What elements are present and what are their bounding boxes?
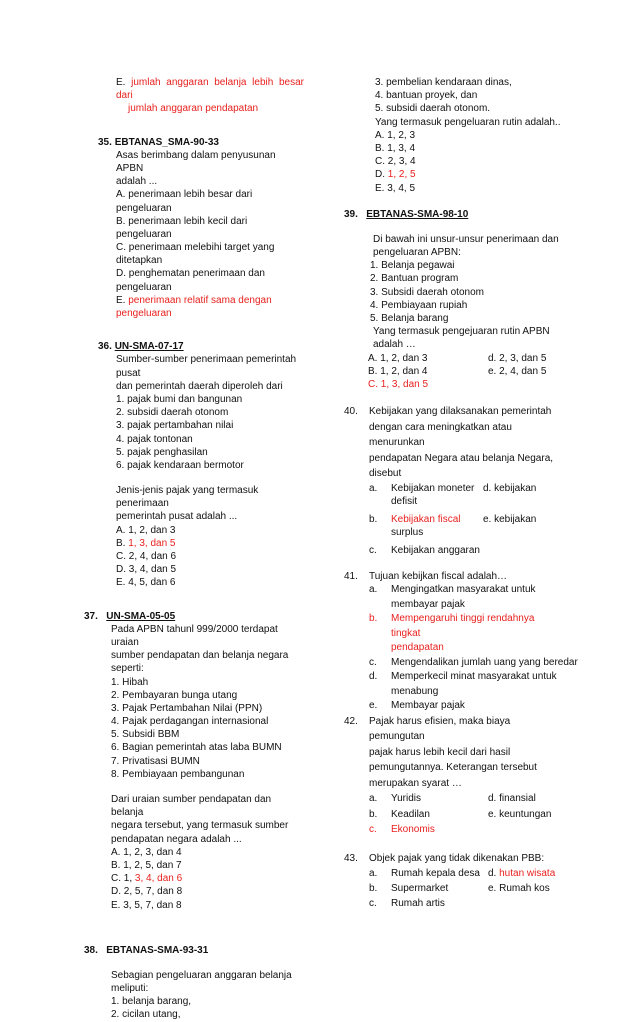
stem-line: merupakan syarat …: [369, 777, 462, 789]
option-letter: D.: [375, 169, 385, 181]
answer-text-cont: jumlah anggaran pendapatan: [128, 103, 259, 115]
sub-question: pendapatan negara adalah ...: [111, 833, 242, 845]
question-38-continued: [344, 76, 564, 195]
stem-line: Sebagian pengeluaran anggaran belanja: [111, 969, 292, 981]
stem-line: sumber pendapatan dan belanja negara: [111, 650, 289, 662]
option-e: E. 3, 5, 7, dan 8: [111, 899, 182, 911]
question-source: EBTANAS_SMA-90-33: [114, 136, 219, 148]
option-d: d. 2, 3, dan 5: [488, 352, 547, 364]
option-d: D. penghematan penerimaan dan pengeluaran: [116, 268, 265, 293]
option-e: e. kebijakan: [483, 513, 537, 525]
option-b: B. 1, 3, 4: [375, 142, 416, 154]
option-d: D. 2, 5, 7, dan 8: [111, 886, 183, 898]
option-letter: E.: [116, 294, 126, 306]
option-letter: c.: [369, 544, 377, 556]
stem-line: pendapatan Negara atau belanja Negara,: [369, 452, 554, 464]
question-number: 35.: [98, 136, 112, 148]
sub-question: pemerintah pusat adalah ...: [116, 511, 238, 523]
answer-text-cont: pengeluaran: [116, 308, 172, 319]
list-item: 1. pajak bumi dan bangunan: [116, 393, 243, 405]
right-column: [344, 76, 578, 911]
list-item: 5. Subsidi BBM: [111, 729, 180, 741]
option-letter: b.: [369, 882, 378, 894]
question-source: EBTANAS-SMA-93-31: [106, 944, 209, 956]
list-item: 3. Subsidi daerah otonom: [370, 286, 484, 298]
stem-line: disebut: [369, 468, 402, 480]
question-number: 41.: [344, 571, 358, 583]
list-item: 1. Hibah: [111, 676, 149, 688]
list-item: 2. subsidi daerah otonom: [116, 407, 229, 419]
question-35: [88, 136, 304, 321]
q34-option-e: [88, 76, 304, 116]
question-number: 42.: [344, 715, 358, 727]
stem-line: Di bawah ini unsur-unsur penerimaan dan: [373, 233, 559, 245]
option-e: Membayar pajak: [391, 700, 465, 712]
option-c-answer: Ekonomis: [391, 824, 435, 836]
answer-text: 1, 3, dan 5: [128, 537, 176, 549]
list-item: 3. pajak pertambahan nilai: [116, 420, 234, 432]
list-item: 2. Bantuan program: [370, 273, 459, 285]
option-d-cont: menabung: [391, 685, 439, 697]
stem-line: Tujuan kebijkan fiscal adalah…: [369, 571, 508, 583]
question-number: 39.: [344, 208, 358, 220]
option-e: e. keuntungan: [488, 808, 552, 820]
option-e: e. 2, 4, dan 5: [488, 365, 547, 377]
option-letter: b.: [369, 808, 378, 820]
option-b: [116, 537, 304, 550]
list-item: 4. Pembiayaan rupiah: [370, 299, 468, 311]
list-item: 4. pajak tontonan: [116, 433, 193, 445]
option-c: C. penerimaan melebihi target yang ditetapkan: [116, 242, 275, 267]
option-b-cont: surplus: [391, 527, 424, 539]
stem-line: meliputi:: [111, 983, 149, 995]
option-b: Keadilan: [391, 808, 430, 820]
option-d: d. finansial: [488, 793, 536, 805]
question-41: [344, 570, 578, 714]
option-b: B. penerimaan lebih kecil dari pengeluaran: [116, 215, 248, 240]
stem-line: adalah ...: [116, 176, 158, 188]
option-e: e. Rumah kos: [488, 882, 550, 894]
option-letter: d.: [369, 671, 378, 683]
list-item: 7. Privatisasi BUMN: [111, 755, 200, 767]
list-item: 5. pajak penghasilan: [116, 446, 208, 458]
stem-line: dan pemerintah daerah diperoleh dari: [116, 380, 283, 392]
option-b-answer: Mempengaruhi tinggi rendahnya tingkat: [391, 613, 535, 639]
question-source: EBTANAS-SMA-98-10: [366, 208, 469, 220]
option-c: Mengendalikan jumlah uang yang beredar: [391, 656, 578, 668]
question-number: 38.: [84, 944, 98, 956]
stem-line: seperti:: [111, 663, 144, 675]
option-b-answer: Kebijakan fiscal: [391, 513, 461, 525]
option-a: A. 1, 2, dan 3: [368, 352, 428, 364]
option-c-answer: C. 1, 3, dan 5: [368, 378, 429, 390]
option-a: Rumah kepala desa: [391, 867, 480, 879]
option-e: E. 4, 5, dan 6: [116, 577, 176, 589]
sub-question: Yang termasuk pengejuaran rutin APBN: [373, 326, 550, 338]
option-letter: d.: [488, 867, 497, 879]
sub-question: Dari uraian sumber pendapatan dan belanja: [111, 794, 272, 819]
option-letter: c.: [369, 824, 377, 836]
stem-line: Asas berimbang dalam penyusunan APBN: [116, 149, 276, 174]
option-c: C. 2, 4, dan 6: [116, 551, 177, 562]
option-letter: B.: [116, 537, 126, 549]
option-letter: b.: [369, 513, 378, 525]
stem-line: Pada APBN tahunl 999/2000 terdapat uraian: [111, 623, 278, 648]
option-b: Supermarket: [391, 882, 449, 894]
question-number: 43.: [344, 852, 358, 864]
option-a: Kebijakan moneter: [391, 482, 475, 494]
option-a-cont: membayar pajak: [391, 598, 465, 610]
question-40: [344, 404, 564, 557]
list-item: 2. cicilan utang,: [111, 1009, 181, 1021]
list-item: 1. belanja barang,: [111, 996, 192, 1008]
option-d: [488, 866, 555, 881]
option-a-cont: defisit: [391, 496, 418, 508]
option-letter: b.: [369, 613, 378, 625]
left-column: [84, 76, 304, 1022]
question-source: UN-SMA-07-17: [114, 341, 184, 353]
option-letter: a.: [369, 867, 378, 879]
option-b: B. 1, 2, 5, dan 7: [111, 859, 182, 871]
option-d: [375, 168, 564, 181]
list-item: 2. Pembayaran bunga utang: [111, 689, 238, 701]
answer-text: penerimaan relatif sama dengan: [128, 294, 272, 306]
option-b: B. 1, 2, dan 4: [368, 365, 428, 377]
question-number: 40.: [344, 406, 358, 418]
list-item: 5. subsidi daerah otonom.: [375, 103, 491, 115]
option-e: [116, 294, 304, 307]
question-number: 37.: [84, 610, 98, 622]
question-38: [84, 944, 304, 1022]
option-a: Mengingatkan masyarakat untuk: [391, 584, 536, 596]
list-item: 5. Belanja barang: [370, 313, 449, 324]
list-item: 1. Belanja pegawai: [370, 260, 455, 272]
option-a: A. penerimaan lebih besar dari pengeluaran: [116, 189, 253, 214]
option-a: A. 1, 2, 3: [375, 129, 416, 141]
option-c: Kebijakan anggaran: [391, 544, 480, 556]
option-letter: C. 1,: [111, 873, 133, 885]
list-item: 4. Pajak perdagangan internasional: [111, 716, 269, 728]
option-a: A. 1, 2, dan 3: [116, 524, 176, 536]
list-item: 8. Pembiayaan pembangunan: [111, 768, 245, 780]
option-letter: E.: [116, 77, 126, 88]
option-b-cont: pendapatan: [391, 642, 444, 654]
option-d: D. 3, 4, dan 5: [116, 564, 177, 576]
option-d: Memperkecil minat masyarakat untuk: [391, 671, 557, 683]
list-item: 4. bantuan proyek, dan: [375, 90, 478, 102]
option-letter: a.: [369, 584, 378, 596]
question-36: [88, 340, 304, 589]
question-42: [344, 714, 564, 838]
question-39: [344, 208, 564, 391]
option-letter: a.: [369, 793, 378, 805]
option-letter: a.: [369, 482, 378, 494]
option-c: C. 2, 3, 4: [375, 156, 416, 168]
sub-question: negara tersebut, yang termasuk sumber: [111, 820, 289, 832]
option-e: E. 3, 4, 5: [375, 182, 416, 194]
stem-line: Kebijakan yang dilaksanakan pemerintah: [369, 406, 552, 418]
answer-text: hutan wisata: [499, 867, 556, 879]
sub-question: Jenis-jenis pajak yang termasuk penerimaan: [116, 485, 259, 510]
list-item: 3. Pajak Pertambahan Nilai (PPN): [111, 702, 263, 714]
answer-text: jumlah anggaran belanja lebih besar dari: [116, 77, 304, 102]
option-letter: e.: [369, 700, 378, 712]
answer-text: 3, 4, dan 6: [134, 873, 183, 885]
list-item: 3. pembelian kendaraan dinas,: [375, 77, 512, 88]
option-a: Yuridis: [391, 793, 422, 805]
option-d: d. kebijakan: [483, 482, 537, 494]
stem-line: Sumber-sumber penerimaan pemerintah pusat: [116, 354, 297, 379]
stem-line: Pajak harus efisien, maka biaya pemungutan: [369, 715, 511, 743]
sub-question: adalah …: [373, 339, 416, 351]
question-source: UN-SMA-05-05: [106, 610, 176, 622]
list-item: 6. Bagian pemerintah atas laba BUMN: [111, 742, 282, 754]
sub-question: Yang termasuk pengeluaran rutin adalah..: [375, 116, 561, 128]
question-number: 36.: [98, 341, 112, 353]
option-c: Rumah artis: [391, 897, 445, 909]
stem-line: pajak harus lebih kecil dari hasil: [369, 746, 511, 758]
stem-line: pemungutannya. Keterangan tersebut: [369, 762, 537, 774]
answer-text: 1, 2, 5: [387, 169, 416, 181]
option-letter: c.: [369, 656, 377, 668]
stem-line: pengeluaran APBN:: [373, 247, 461, 259]
option-a: A. 1, 2, 3, dan 4: [111, 846, 182, 858]
stem-line: dengan cara meningkatkan atau menurunkan: [369, 421, 512, 449]
list-item: 6. pajak kendaraan bermotor: [116, 459, 244, 471]
question-37: [84, 610, 304, 912]
stem-line: Objek pajak yang tidak dikenakan PBB:: [369, 852, 545, 864]
option-c: [111, 872, 304, 885]
option-letter: c.: [369, 897, 377, 909]
